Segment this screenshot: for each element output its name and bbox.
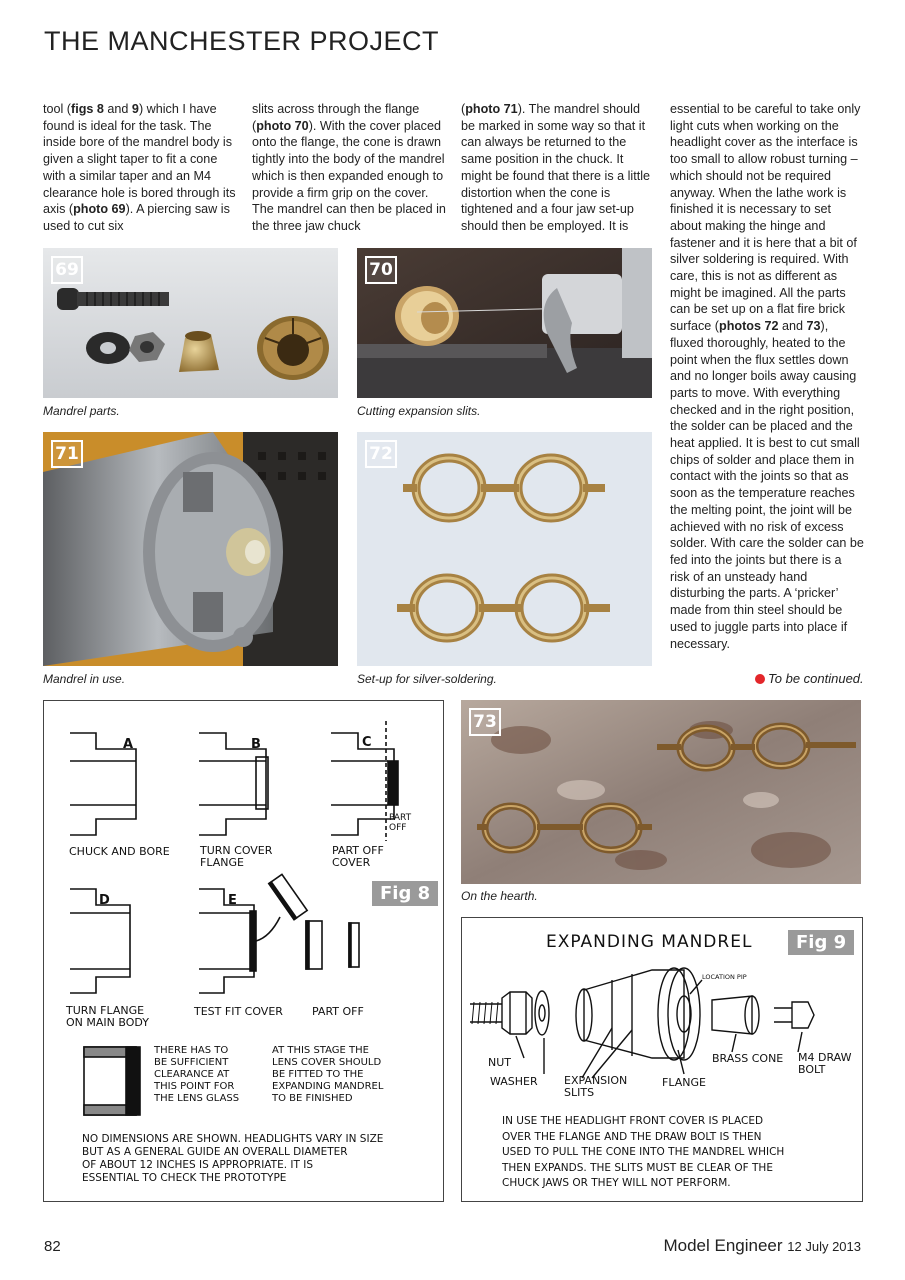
fig8-test-fit-cover: TEST FIT COVER xyxy=(194,1005,283,1018)
fig8-label: Fig 8 xyxy=(372,881,438,906)
red-dot-icon xyxy=(755,674,765,684)
cutting-slits-image xyxy=(357,248,652,398)
fig9-flange: FLANGE xyxy=(662,1076,706,1089)
fig8-chuck-and-bore: CHUCK AND BORE xyxy=(69,845,170,858)
photo-70 xyxy=(357,248,652,398)
fig9-m4-draw-bolt: M4 DRAW BOLT xyxy=(798,1051,852,1076)
photo-number-70: 70 xyxy=(365,256,397,284)
fig9-expansion-slits: EXPANSION SLITS xyxy=(564,1074,628,1099)
mandrel-in-use-image xyxy=(43,432,338,666)
photo-69 xyxy=(43,248,338,398)
fig8-note-dimensions: NO DIMENSIONS ARE SHOWN. HEADLIGHTS VARY IN SIZE BUT AS A GENERAL GUIDE AN OVERALL DIAMETER OF ABOUT 12 INCHES IS APPROPRIATE. IT IS ESSENTIAL TO CHECK THE PROTOTYPE xyxy=(82,1133,384,1184)
photo-number-69: 69 xyxy=(51,256,83,284)
fig8-turn-cover-flange: TURN COVER FLANGE xyxy=(200,844,273,869)
photo-number-71: 71 xyxy=(51,440,83,468)
to-be-continued: To be continued. xyxy=(755,671,864,686)
on-the-hearth-image xyxy=(461,700,861,884)
fig8-part-off-cover: PART OFF COVER xyxy=(332,844,384,869)
text-column-2: slits across through the flange (photo 70). With the cover placed onto the flange, the cone is drawn tightly into the body of the mandrel which is then expanded enough to provide a firm grip on the cover. The mandrel can then be placed in the three jaw chuck xyxy=(252,102,446,233)
issue-date: 12 July 2013 xyxy=(787,1239,861,1254)
photo-73 xyxy=(461,700,861,884)
fig8-label-b: B xyxy=(251,737,261,752)
caption-69: Mandrel parts. xyxy=(43,404,120,418)
fig9-title: EXPANDING MANDREL xyxy=(546,932,753,952)
caption-71: Mandrel in use. xyxy=(43,672,126,686)
text-column-4: essential to be careful to take only light cuts when working on the headlight cover as the interface is too small to allow robust turning – which should not be required anyway. When the lathe work is finished it is necessary to set about making the hinge and fastener and it is here that a bit of silver soldering is required. With care, this is not as different as might be imagined. All the parts can be set up on a flat fire brick surface (photos 72 and 73), fluxed thoroughly, heated to the point when the flux settles down and no longer boils away causing parts to move. With everything checked and in the right position, the solder can be placed and the heat applied. It is best to cut small chips of solder and place them in contact with the joints so that as soon as the temperature reaches the melting point, the joint will be achieved with no risk of excess solder. With care the solder can be fed into the joints but there is a risk of an unsteady hand disturbing the parts. A ‘pricker’ made from thin steel should be used to juggle parts into place if necessary. xyxy=(670,102,864,651)
fig9-location-pip: LOCATION PIP xyxy=(702,973,747,981)
photo-71 xyxy=(43,432,338,666)
figure-9 xyxy=(461,917,863,1202)
silver-soldering-setup-image xyxy=(357,432,652,666)
photo-number-72: 72 xyxy=(365,440,397,468)
caption-73: On the hearth. xyxy=(461,889,538,903)
mandrel-parts-image xyxy=(43,248,338,398)
fig8-label-d: D xyxy=(99,893,110,908)
page-number: 82 xyxy=(44,1238,61,1255)
fig8-turn-flange: TURN FLANGE ON MAIN BODY xyxy=(66,1004,149,1029)
text-column-3: (photo 71). The mandrel should be marked in some way so that it can always be returned to the same position in the chuck. It might be found that there is a little distortion when the cone is tightened and a four jaw set-up should then be employed. It is xyxy=(461,102,651,233)
fig8-note-stage: AT THIS STAGE THE LENS COVER SHOULD BE FITTED TO THE EXPANDING MANDREL TO BE FINISHED xyxy=(272,1045,384,1104)
fig9-note: IN USE THE HEADLIGHT FRONT COVER IS PLACED OVER THE FLANGE AND THE DRAW BOLT IS THEN USED TO PULL THE CONE INTO THE MANDREL WHICH THEN EXPANDS. THE SLITS MUST BE CLEAR OF THE CHUCK JAWS OR THEY WILL NOT PERFORM. xyxy=(502,1115,785,1189)
fig9-nut: NUT xyxy=(488,1056,511,1069)
photo-number-73: 73 xyxy=(469,708,501,736)
fig9-brass-cone: BRASS CONE xyxy=(712,1052,784,1065)
fig8-label-e: E xyxy=(228,893,237,908)
fig8-drawing xyxy=(44,701,443,1201)
fig8-part-off: PART OFF xyxy=(312,1005,364,1018)
fig9-washer: WASHER xyxy=(490,1075,538,1088)
fig8-part-off-small: PART OFF xyxy=(389,813,412,833)
caption-72: Set-up for silver-soldering. xyxy=(357,672,497,686)
fig9-label: Fig 9 xyxy=(788,930,854,955)
caption-70: Cutting expansion slits. xyxy=(357,404,481,418)
fig8-note-clearance: THERE HAS TO BE SUFFICIENT CLEARANCE AT THIS POINT FOR THE LENS GLASS xyxy=(154,1045,240,1104)
text-column-1: tool (figs 8 and 9) which I have found is ideal for the task. The inside bore of the mandrel body is given a slight taper to fit a cone with a similar taper and an M4 clearance hole is bored through its axis (photo 69). A piercing saw is used to cut six xyxy=(43,102,236,233)
page-title: THE MANCHESTER PROJECT xyxy=(44,26,440,56)
figure-8 xyxy=(43,700,444,1202)
fig8-label-a: A xyxy=(123,737,134,752)
fig8-label-c: C xyxy=(362,735,372,750)
footer-publication xyxy=(663,1236,861,1256)
photo-72 xyxy=(357,432,652,666)
magazine-name: Model Engineer xyxy=(663,1236,783,1255)
